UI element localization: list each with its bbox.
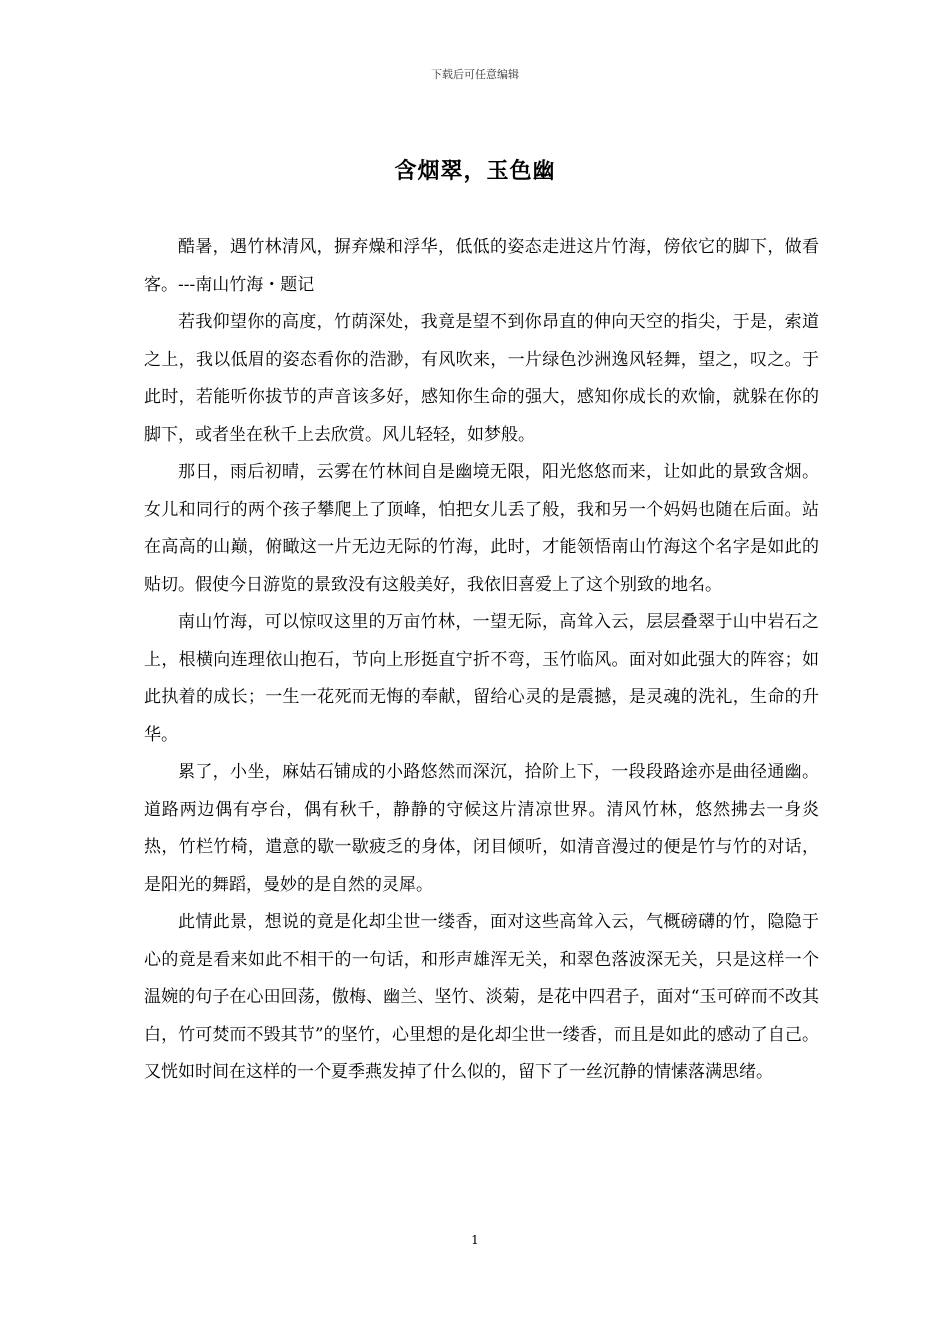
paragraph: 此情此景，想说的竟是化却尘世一缕香，面对这些高耸入云，气概磅礴的竹，隐隐于心的竟是看来如此不相干的一句话，和形声雄浑无关，和翠色落波深无关，只是这样一个温婉的句子在心田回荡，傲梅、幽兰、坚竹、淡菊，是花中四君子，面对“玉可碎而不改其白，竹可焚而不毁其节”的坚竹，心里想的是化却尘世一缕香，而且是如此的感动了自己。又恍如时间在这样的一个夏季燕发掉了什么似的，留下了一丝沉静的情愫落满思绪。 xyxy=(144,912,819,1082)
body-text xyxy=(144,229,819,1092)
paragraph: 南山竹海，可以惊叹这里的万亩竹林，一望无际，高耸入云，层层叠翠于山中岩石之上，根横向连理依山抱石，节向上形挺直宁折不弯，玉竹临风。面对如此强大的阵容；如此执着的成长；一生一花死而无悔的奉献，留给心灵的是震撼，是灵魂的洗礼，生命的升华。 xyxy=(144,612,819,745)
paragraph: 若我仰望你的高度，竹荫深处，我竟是望不到你昂直的伸向天空的指尖，于是，索道之上，我以低眉的姿态看你的浩渺，有风吹来，一片绿色沙洲逸风轻舞，望之，叹之。于此时，若能听你拔节的声音该多好，感知你生命的强大，感知你成长的欢愉，就躲在你的脚下，或者坐在秋千上去欣赏。风儿轻轻，如梦般。 xyxy=(144,312,819,445)
page-number: 1 xyxy=(471,1233,479,1247)
paragraph: 累了，小坐，麻姑石铺成的小路悠然而深沉，拾阶上下，一段段路途亦是曲径通幽。道路两边偶有亭台，偶有秋千，静静的守候这片清凉世界。清风竹林，悠然拂去一身炎热，竹栏竹椅，遣意的歇一歇疲乏的身体，闭目倾听，如清音漫过的便是竹与竹的对话，是阳光的舞蹈，曼妙的是自然的灵犀。 xyxy=(144,762,819,895)
header-note: 下载后可任意编辑 xyxy=(431,68,519,81)
paragraph: 那日，雨后初晴，云雾在竹林间自是幽境无限，阳光悠悠而来，让如此的景致含烟。女儿和同行的两个孩子攀爬上了顶峰，怕把女儿丢了般，我和另一个妈妈也随在后面。站在高高的山巅，俯瞰这一片无边无际的竹海，此时，才能领悟南山竹海这个名字是如此的贴切。假使今日游览的景致没有这般美好，我依旧喜爱上了这个别致的地名。 xyxy=(144,462,819,595)
document-title: 含烟翠，玉色幽 xyxy=(394,158,556,184)
paragraph-epigraph: 酷暑，遇竹林清风，摒弃燥和浮华，低低的姿态走进这片竹海，傍依它的脚下，做看客。---南山竹海・题记 xyxy=(144,237,819,295)
